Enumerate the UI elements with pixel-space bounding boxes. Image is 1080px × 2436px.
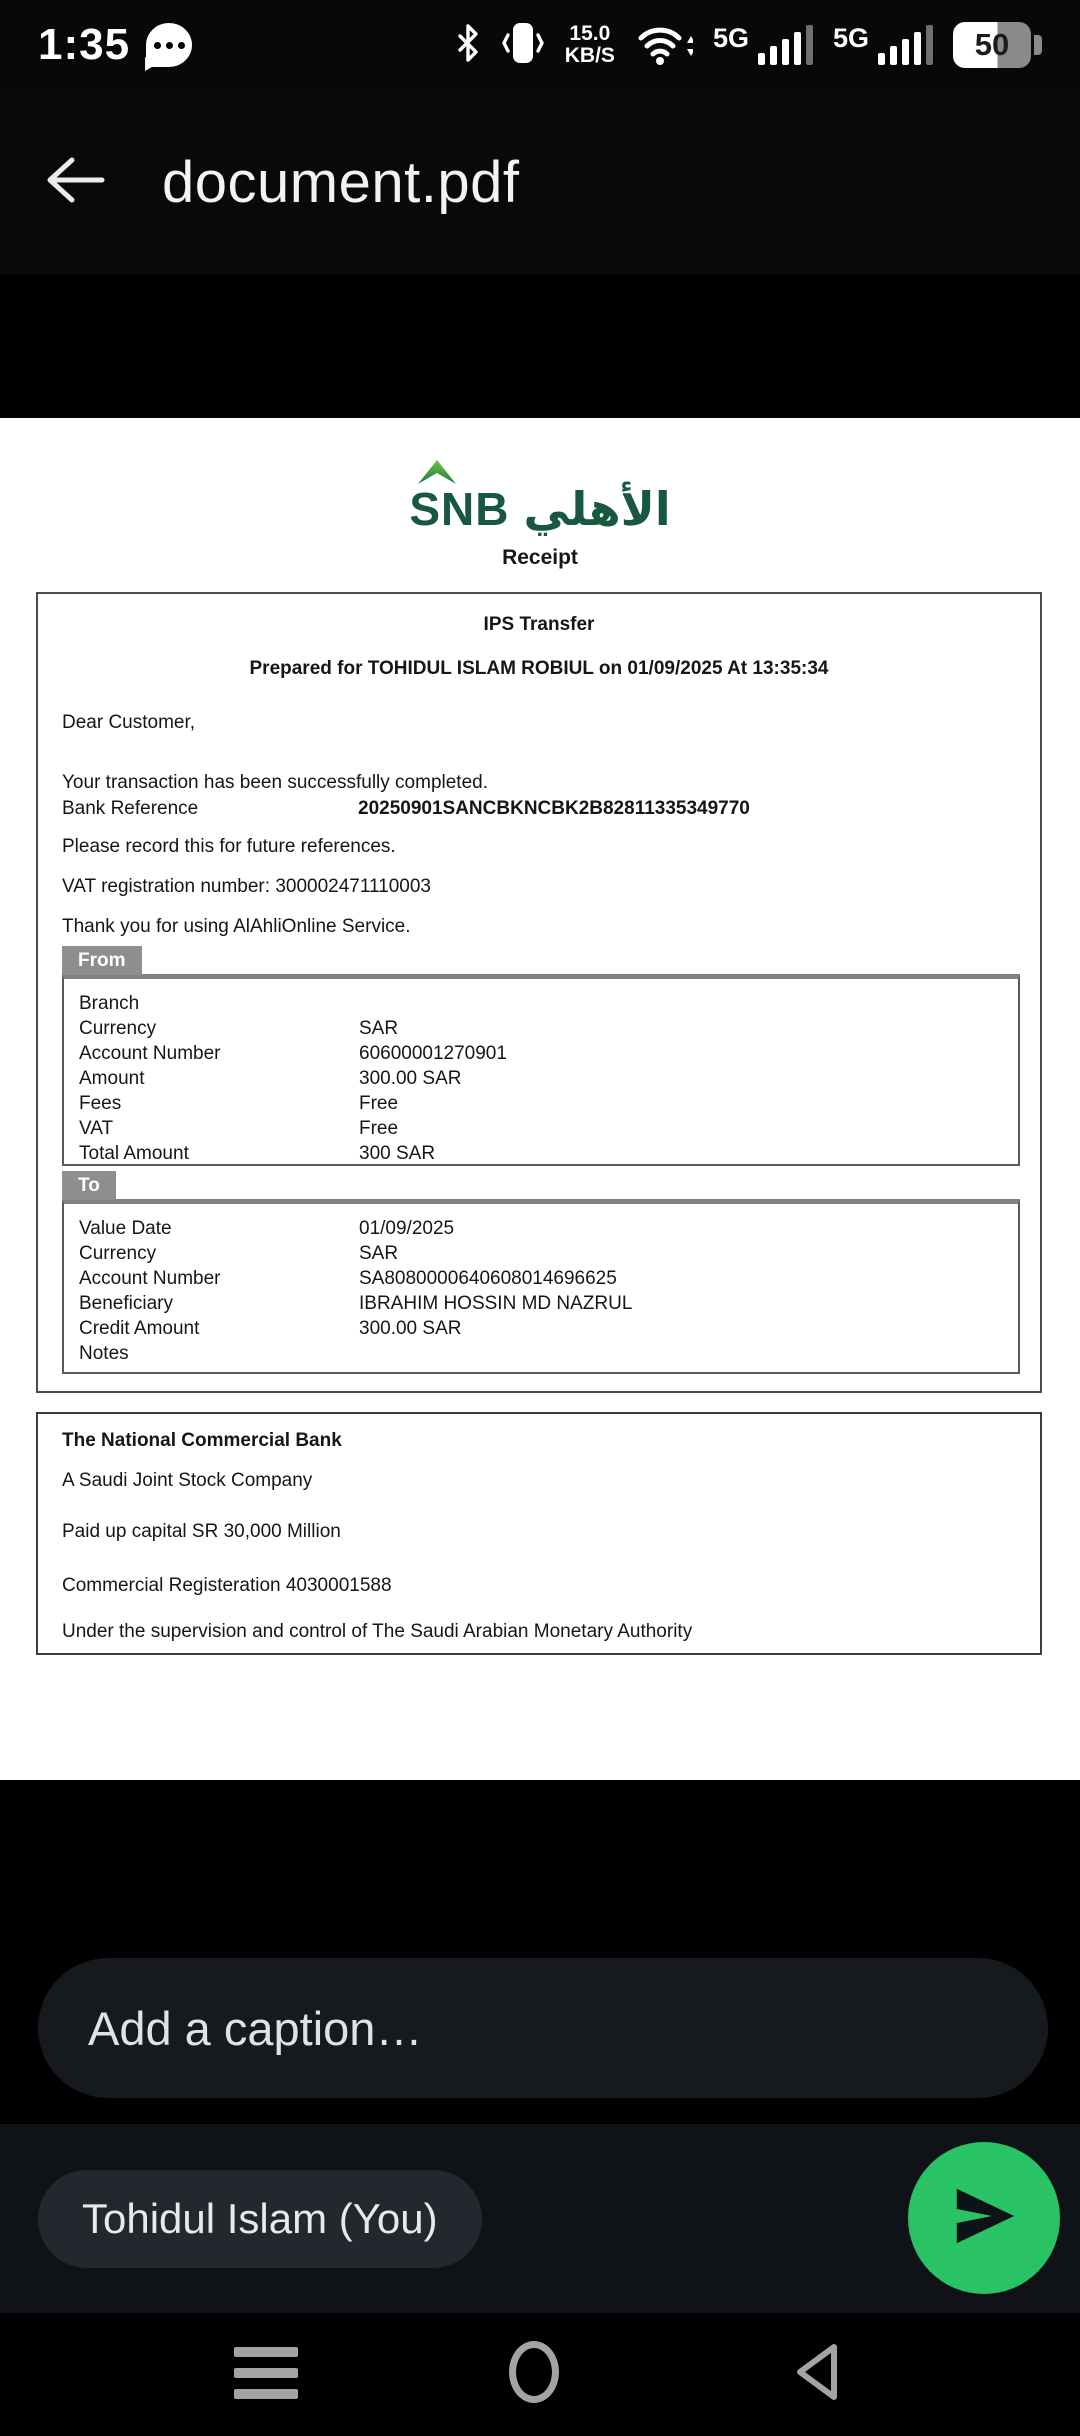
table-row: Account Number SA8080000640608014696625 — [79, 1267, 617, 1289]
to-section-box — [62, 1199, 1020, 1374]
table-row: Amount 300.00 SAR — [79, 1067, 462, 1089]
table-row: Currency SAR — [79, 1242, 399, 1264]
snb-caret-icon — [415, 458, 459, 489]
footer-line: Commercial Registeration 4030001588 — [62, 1575, 392, 1596]
signal-5g-sim2-icon: 5G — [833, 25, 933, 65]
receipt-heading: Receipt — [502, 546, 578, 569]
bank-reference-label: Bank Reference — [62, 798, 199, 819]
home-icon[interactable] — [509, 2341, 559, 2403]
table-row: Value Date 01/09/2025 — [79, 1217, 455, 1239]
snb-logo — [0, 458, 1080, 536]
clock: 1:35 — [38, 20, 131, 69]
success-line: Your transaction has been successfully completed. — [62, 772, 488, 793]
status-bar — [0, 0, 1080, 90]
transfer-type: IPS Transfer — [483, 614, 595, 635]
bank-footer-box — [36, 1412, 1042, 1655]
send-panel — [0, 2124, 1080, 2314]
footer-line: Paid up capital SR 30,000 Million — [62, 1521, 341, 1542]
table-row: Fees Free — [79, 1092, 399, 1114]
to-section-tab: To — [62, 1171, 116, 1200]
receipt-main-box — [36, 592, 1042, 1393]
vibrate-icon — [501, 20, 545, 71]
table-row: Total Amount 300 SAR — [79, 1142, 436, 1164]
thanks-line: Thank you for using AlAhliOnline Service. — [62, 916, 411, 937]
caption-placeholder: Add a caption… — [88, 2001, 423, 2055]
prepared-line: Prepared for TOHIDUL ISLAM ROBIUL on 01/09/2025 At 13:35:34 — [249, 658, 829, 679]
document-title: document.pdf — [162, 149, 520, 215]
snb-logo-arabic: الأهلي — [523, 482, 671, 536]
chat-notification-icon — [146, 23, 192, 67]
table-row: Branch — [79, 992, 140, 1014]
vat-line: VAT registration number: 300002471110003 — [62, 876, 431, 897]
bluetooth-icon — [455, 23, 481, 68]
bank-reference-row — [62, 798, 750, 820]
table-row: Beneficiary IBRAHIM HOSSIN MD NAZRUL — [79, 1292, 633, 1314]
nav-back-icon[interactable] — [790, 2341, 842, 2408]
snb-logo-text: SNB — [409, 483, 510, 535]
signal-5g-sim1-icon: 5G — [713, 25, 813, 65]
table-row: Notes — [79, 1342, 129, 1364]
pdf-page — [0, 418, 1080, 1780]
greeting: Dear Customer, — [62, 712, 196, 733]
footer-line: A Saudi Joint Stock Company — [62, 1470, 313, 1491]
send-icon — [946, 2178, 1022, 2259]
footer-line: Under the supervision and control of The Saudi Arabian Monetary Authority — [62, 1621, 693, 1642]
recipient-chip[interactable] — [38, 2170, 482, 2268]
navigation-bar — [0, 2313, 1080, 2436]
recents-menu-icon[interactable] — [234, 2347, 298, 2399]
table-row: Credit Amount 300.00 SAR — [79, 1317, 462, 1339]
from-section-tab: From — [62, 946, 142, 975]
back-icon[interactable] — [44, 154, 106, 211]
bank-reference-value: 20250901SANCBKNCBK2B82811335349770 — [358, 798, 750, 819]
table-row: Account Number 60600001270901 — [79, 1042, 507, 1064]
table-row: VAT Free — [79, 1117, 399, 1139]
record-line: Please record this for future references. — [62, 836, 396, 857]
caption-input[interactable] — [38, 1958, 1048, 2098]
battery-level: 50 — [974, 27, 1010, 62]
from-section-box — [62, 974, 1020, 1166]
table-row: Currency SAR — [79, 1017, 399, 1039]
network-speed-indicator: 15.0 KB/S — [564, 22, 615, 67]
wifi-icon — [635, 21, 693, 70]
app-header — [0, 90, 1080, 274]
recipient-name: Tohidul Islam (You) — [82, 2195, 438, 2242]
footer-line: The National Commercial Bank — [62, 1430, 342, 1451]
send-button[interactable] — [908, 2142, 1060, 2294]
battery-icon — [953, 22, 1042, 68]
